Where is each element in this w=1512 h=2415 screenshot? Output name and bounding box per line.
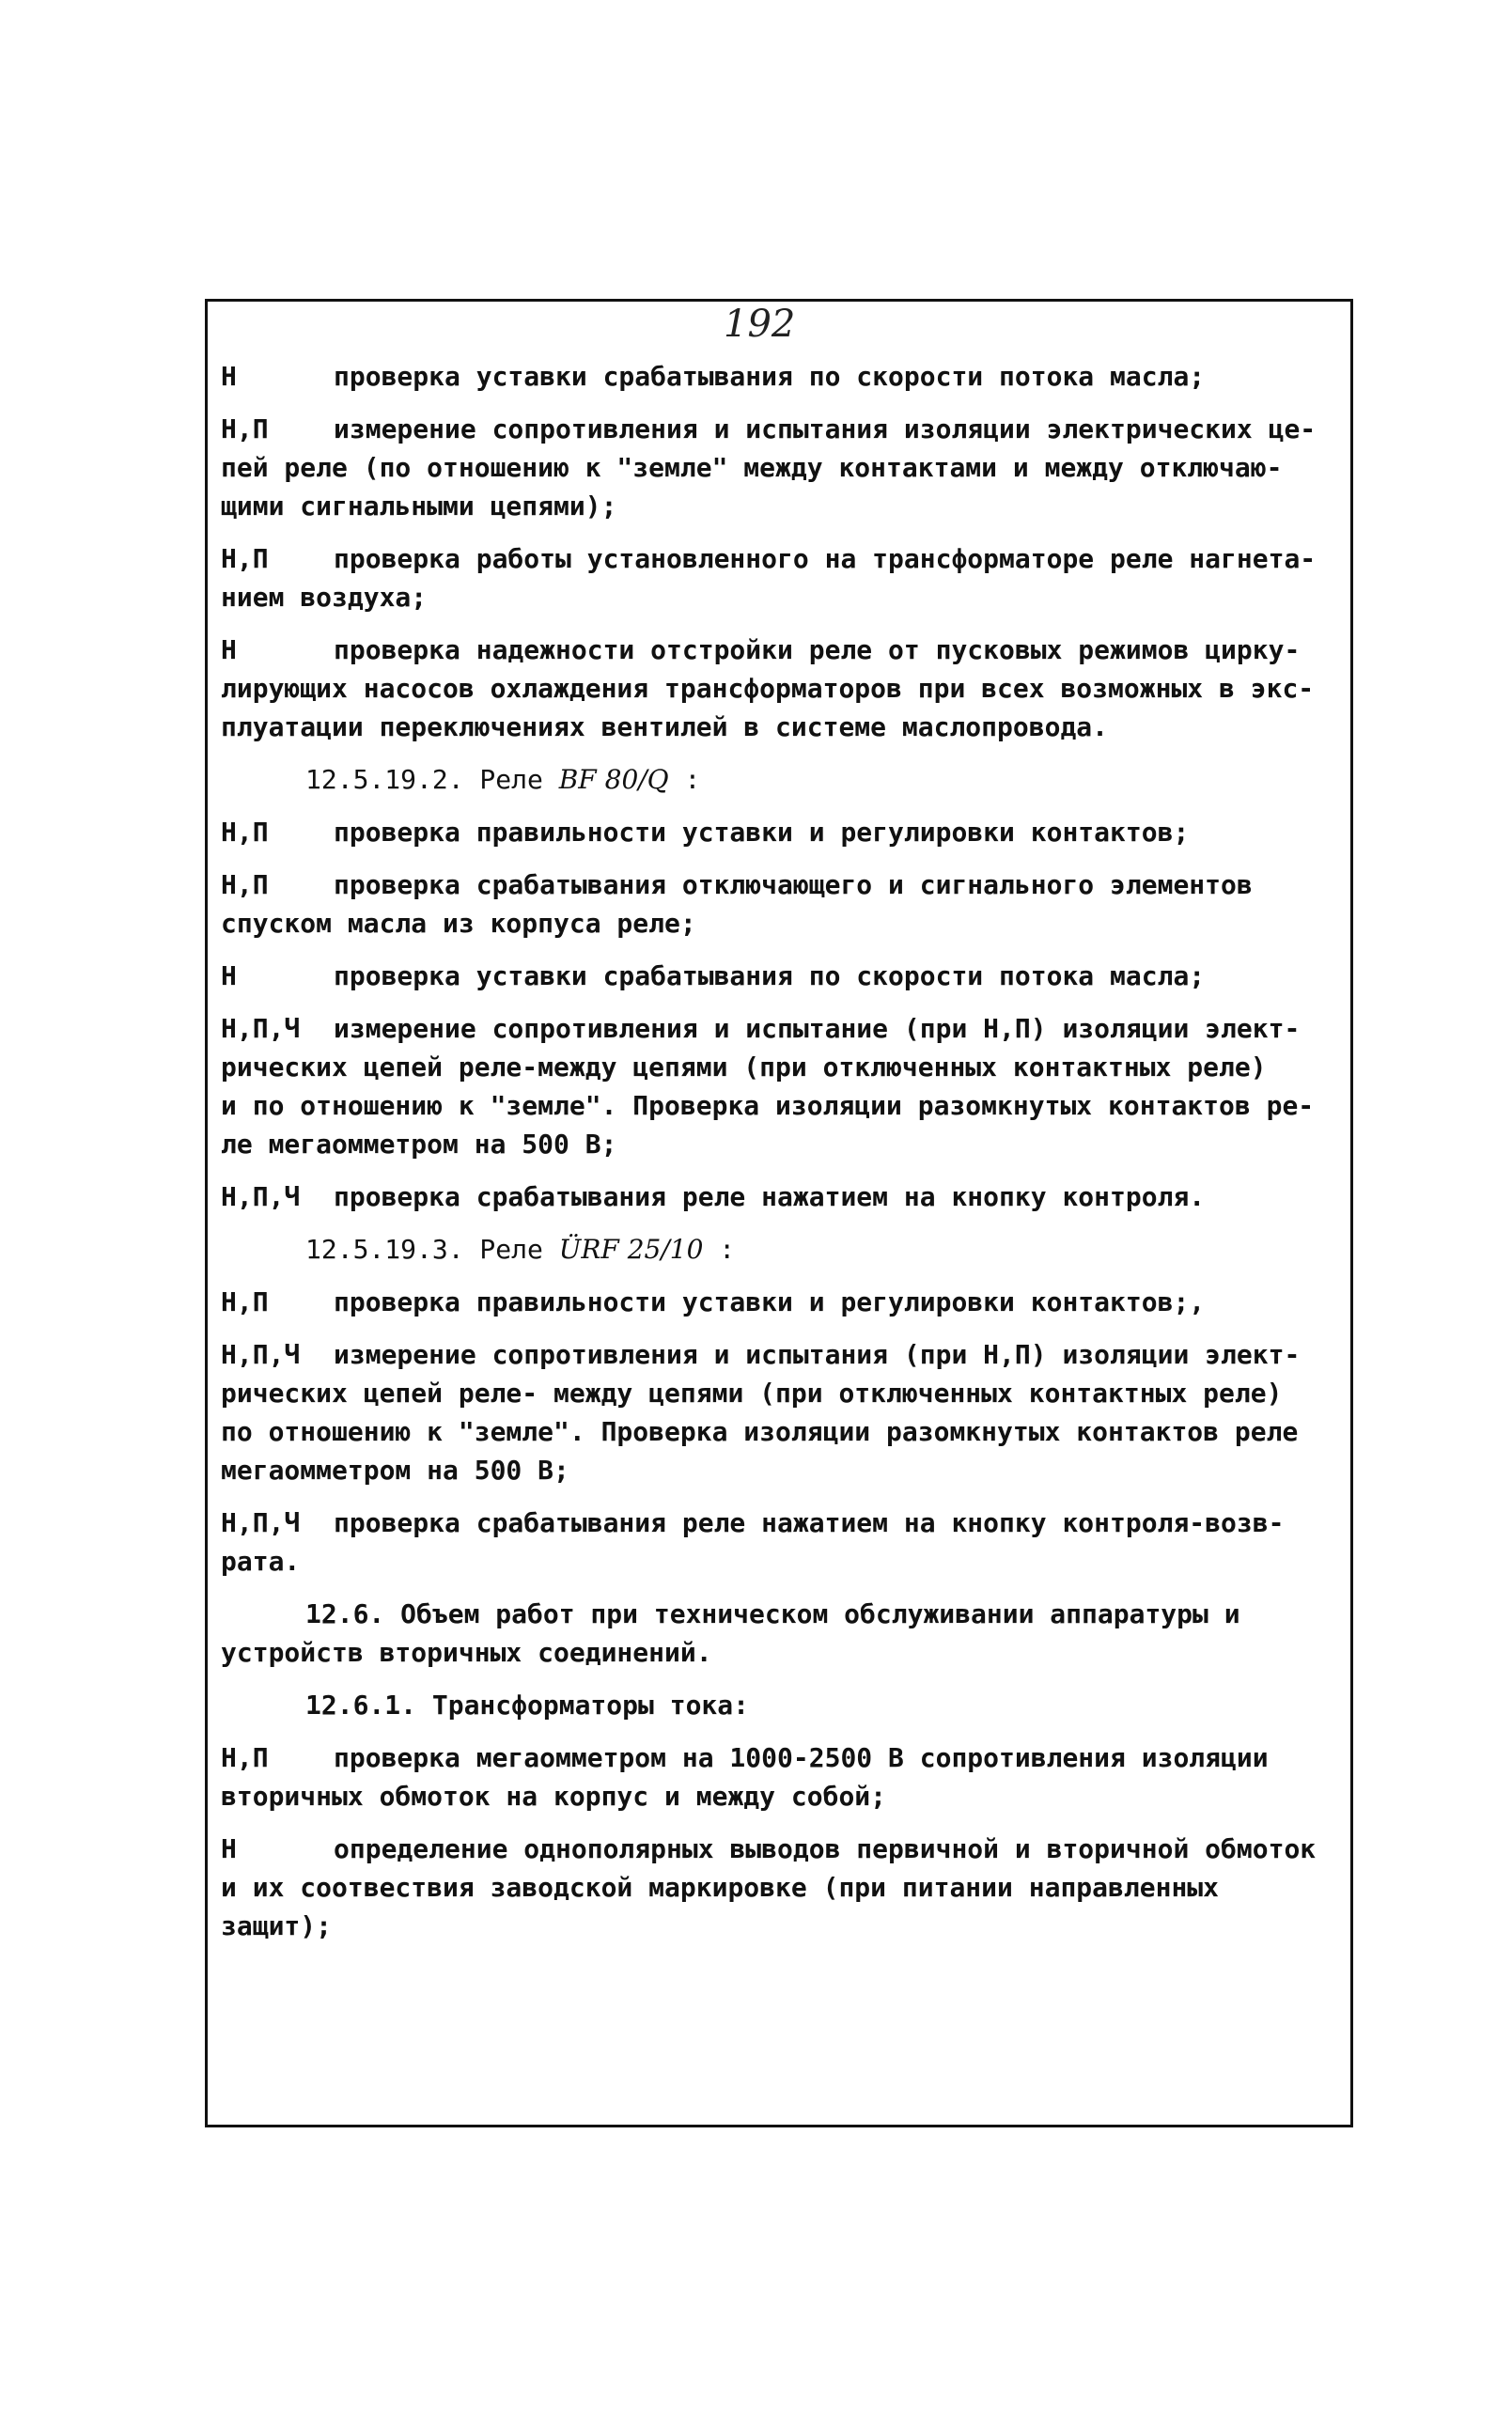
list-item bbox=[221, 539, 1344, 616]
entry-text: измерение сопротивления и испытание (при Н,П) изоляции элект- bbox=[334, 1013, 1301, 1044]
entry-text: вторичных обмоток на корпус и между собой; bbox=[221, 1781, 887, 1812]
work-type-code: Н bbox=[221, 1833, 237, 1864]
entry-line bbox=[221, 865, 1344, 904]
entry-line bbox=[221, 1048, 1344, 1086]
entry-text: проверка уставки срабатывания по скорости потока масла; bbox=[334, 960, 1206, 991]
entry-line bbox=[221, 813, 1344, 851]
work-type-code: Н,П bbox=[221, 869, 269, 900]
list-item bbox=[221, 1738, 1344, 1815]
entry-line bbox=[221, 1504, 1344, 1542]
entry-text: щими сигнальными цепями); bbox=[221, 491, 617, 522]
work-type-code: Н,П bbox=[221, 817, 269, 848]
entry-text: рата. bbox=[221, 1546, 301, 1577]
entry-group-12-5-19-1 bbox=[221, 357, 1344, 746]
list-item bbox=[221, 410, 1344, 525]
entry-line bbox=[221, 1335, 1344, 1374]
entry-text: измерение сопротивления и испытания (при Н,П) изоляции элект- bbox=[334, 1339, 1301, 1370]
entry-line bbox=[221, 539, 1344, 578]
entry-line bbox=[221, 904, 1344, 943]
entry-text: проверка работы установленного на трансформаторе реле нагнета- bbox=[334, 543, 1317, 574]
entry-text: измерение сопротивления и испытания изоляции электрических це- bbox=[334, 413, 1317, 444]
entry-text: проверка срабатывания реле нажатием на кнопку контроля. bbox=[334, 1181, 1206, 1212]
entry-text: проверка срабатывания отключающего и сигнального элементов bbox=[334, 869, 1253, 900]
entry-line bbox=[221, 578, 1344, 616]
work-type-code: Н,П,Ч bbox=[221, 1339, 301, 1370]
entry-text: проверка правильности уставки и регулировки контактов;, bbox=[334, 1286, 1206, 1317]
list-item bbox=[221, 1335, 1344, 1489]
entry-group-12-5-19-3 bbox=[221, 1283, 1344, 1581]
work-type-code: Н,П,Ч bbox=[221, 1013, 301, 1044]
relay-model: ÜRF 25/10 bbox=[558, 1234, 704, 1265]
entry-text: плуатации переключениях вентилей в системе маслопровода. bbox=[221, 711, 1109, 742]
section-line: устройств вторичных соединений. bbox=[221, 1637, 712, 1668]
list-item bbox=[221, 865, 1344, 943]
work-type-code: Н,П bbox=[221, 413, 269, 444]
section-12-6 bbox=[221, 1595, 1344, 1672]
work-type-code: Н,П,Ч bbox=[221, 1181, 301, 1212]
entry-text: спуском масла из корпуса реле; bbox=[221, 908, 696, 939]
heading-12-5-19-2 bbox=[221, 760, 1344, 799]
heading-12-5-19-3 bbox=[221, 1230, 1344, 1269]
heading-suffix: : bbox=[703, 1234, 736, 1265]
entry-line bbox=[221, 631, 1344, 669]
entry-text: по отношению к "земле". Проверка изоляции разомкнутых контактов реле bbox=[221, 1416, 1299, 1447]
document-body bbox=[221, 357, 1344, 1959]
entry-line bbox=[221, 1777, 1344, 1815]
entry-text: пей реле (по отношению к "земле" между контактами и между отключаю- bbox=[221, 452, 1283, 483]
entry-group-12-6-1 bbox=[221, 1738, 1344, 1945]
entry-line bbox=[221, 708, 1344, 746]
entry-text: проверка мегаомметром на 1000-2500 В сопротивления изоляции bbox=[334, 1742, 1269, 1773]
section-line: 12.6. Объем работ при техническом обслуживании аппаратуры и bbox=[305, 1598, 1240, 1629]
entry-line bbox=[221, 1177, 1344, 1216]
entry-line bbox=[221, 1412, 1344, 1451]
entry-text: и их соотвествия заводской маркировке (при питании направленных bbox=[221, 1872, 1220, 1903]
work-type-code: Н,П,Ч bbox=[221, 1507, 301, 1538]
work-type-code: Н,П bbox=[221, 543, 269, 574]
entry-text: проверка уставки срабатывания по скорости потока масла; bbox=[334, 361, 1206, 392]
heading-prefix: 12.5.19.3. Реле bbox=[305, 1234, 559, 1265]
entry-line bbox=[221, 669, 1344, 708]
entry-line bbox=[221, 1830, 1344, 1868]
entry-text: ле мегаомметром на 500 В; bbox=[221, 1129, 617, 1160]
entry-line bbox=[221, 1542, 1344, 1581]
entry-text: проверка правильности уставки и регулировки контактов; bbox=[334, 817, 1190, 848]
entry-text: рических цепей реле- между цепями (при отключенных контактных реле) bbox=[221, 1378, 1283, 1409]
list-item bbox=[221, 1504, 1344, 1581]
entry-line bbox=[221, 1738, 1344, 1777]
entry-text: и по отношению к "земле". Проверка изоляции разомкнутых контактов ре- bbox=[221, 1090, 1315, 1121]
work-type-code: Н,П bbox=[221, 1286, 269, 1317]
entry-line bbox=[221, 410, 1344, 448]
work-type-code: Н bbox=[221, 634, 237, 665]
entry-line bbox=[221, 1907, 1344, 1945]
list-item bbox=[221, 1283, 1344, 1321]
entry-text: нием воздуха; bbox=[221, 582, 428, 613]
entry-line bbox=[221, 1125, 1344, 1163]
relay-model: BF 80/Q bbox=[558, 764, 669, 795]
list-item bbox=[221, 813, 1344, 851]
page-number: 192 bbox=[724, 303, 796, 346]
entry-group-12-5-19-2 bbox=[221, 813, 1344, 1216]
work-type-code: Н,П bbox=[221, 1742, 269, 1773]
entry-line bbox=[221, 1868, 1344, 1907]
section-12-6-1 bbox=[221, 1686, 1344, 1724]
list-item bbox=[221, 357, 1344, 396]
entry-line bbox=[221, 1086, 1344, 1125]
list-item bbox=[221, 957, 1344, 995]
entry-text: проверка срабатывания реле нажатием на кнопку контроля-возв- bbox=[334, 1507, 1285, 1538]
entry-line bbox=[221, 357, 1344, 396]
section-title: 12.6.1. Трансформаторы тока: bbox=[305, 1690, 750, 1721]
entry-text: защит); bbox=[221, 1910, 333, 1941]
work-type-code: Н bbox=[221, 960, 237, 991]
entry-text: определение однополярных выводов первичной и вторичной обмоток bbox=[334, 1833, 1317, 1864]
entry-line bbox=[221, 957, 1344, 995]
entry-line bbox=[221, 1451, 1344, 1489]
list-item bbox=[221, 1830, 1344, 1945]
list-item bbox=[221, 1009, 1344, 1163]
work-type-code: Н bbox=[221, 361, 237, 392]
entry-text: мегаомметром на 500 В; bbox=[221, 1455, 569, 1486]
entry-line bbox=[221, 1374, 1344, 1412]
list-item bbox=[221, 631, 1344, 746]
heading-prefix: 12.5.19.2. Реле bbox=[305, 764, 559, 795]
entry-line bbox=[221, 1009, 1344, 1048]
entry-line bbox=[221, 1283, 1344, 1321]
entry-text: рических цепей реле-между цепями (при отключенных контактных реле) bbox=[221, 1052, 1267, 1083]
entry-text: лирующих насосов охлаждения трансформаторов при всех возможных в экс- bbox=[221, 673, 1315, 704]
entry-line bbox=[221, 448, 1344, 487]
entry-line bbox=[221, 487, 1344, 525]
entry-text: проверка надежности отстройки реле от пусковых режимов цирку- bbox=[334, 634, 1301, 665]
heading-suffix: : bbox=[668, 764, 701, 795]
list-item bbox=[221, 1177, 1344, 1216]
